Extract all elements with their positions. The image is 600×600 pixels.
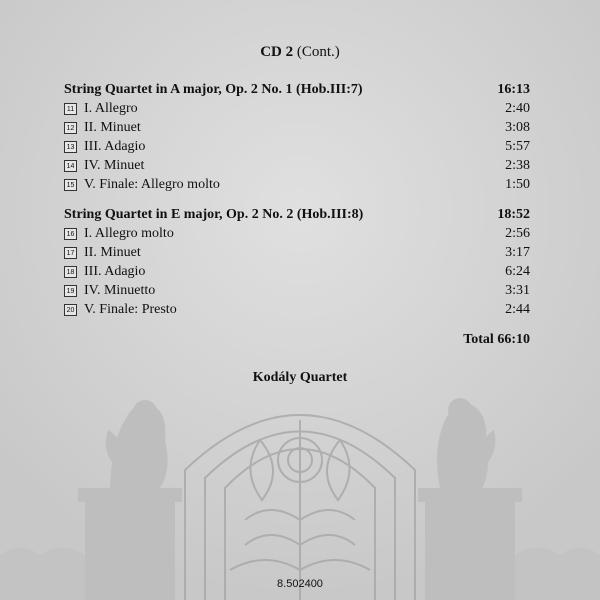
track-duration: 3:17: [505, 245, 530, 260]
track-number-box: 12: [64, 122, 77, 134]
track-number-box: 11: [64, 103, 77, 115]
track-name: IV. Minuetto: [84, 283, 156, 298]
track-duration: 6:24: [505, 264, 530, 279]
track-duration: 3:08: [505, 120, 530, 135]
track-duration: 2:40: [505, 101, 530, 116]
track-duration: 1:50: [505, 177, 530, 192]
track-row: [64, 99, 530, 118]
track-name: II. Minuet: [84, 120, 141, 135]
total-duration: Total 66:10: [463, 332, 530, 347]
track-name: III. Adagio: [84, 139, 146, 154]
track-name: I. Allegro: [84, 101, 138, 116]
ensemble-name: Kodály Quartet: [252, 370, 348, 385]
track-number-box: 17: [64, 247, 77, 259]
work-title: String Quartet in A major, Op. 2 No. 1 (Hob.III:7): [64, 82, 363, 97]
track-duration: 2:56: [505, 226, 530, 241]
track-row: [64, 243, 530, 262]
track-row: [64, 118, 530, 137]
track-row: [64, 175, 530, 194]
track-number-box: 20: [64, 304, 77, 316]
work-title-row: [64, 80, 530, 99]
track-duration: 3:31: [505, 283, 530, 298]
track-row: [64, 262, 530, 281]
track-row: [64, 156, 530, 175]
work-block: [64, 80, 530, 194]
track-row: [64, 137, 530, 156]
track-number-box: 16: [64, 228, 77, 240]
track-number-box: 13: [64, 141, 77, 153]
disc-heading: [0, 44, 600, 61]
track-number-box: 14: [64, 160, 77, 172]
work-title-row: [64, 205, 530, 224]
work-block: [64, 205, 530, 319]
work-duration: 16:13: [497, 82, 530, 97]
work-title: String Quartet in E major, Op. 2 No. 2 (Hob.III:8): [64, 207, 364, 222]
catalog-number: 8.502400: [277, 578, 323, 590]
track-row: [64, 281, 530, 300]
track-duration: 2:38: [505, 158, 530, 173]
continued-label: (Cont.): [296, 44, 340, 60]
track-name: IV. Minuet: [84, 158, 145, 173]
track-row: [64, 224, 530, 243]
track-name: II. Minuet: [84, 245, 141, 260]
track-number-box: 15: [64, 179, 77, 191]
track-duration: 5:57: [505, 139, 530, 154]
work-duration: 18:52: [497, 207, 530, 222]
track-row: [64, 300, 530, 319]
track-name: III. Adagio: [84, 264, 146, 279]
track-number-box: 19: [64, 285, 77, 297]
track-duration: 2:44: [505, 302, 530, 317]
track-number-box: 18: [64, 266, 77, 278]
track-name: V. Finale: Allegro molto: [84, 177, 220, 192]
disc-label: CD 2: [260, 44, 294, 60]
track-name: I. Allegro molto: [84, 226, 174, 241]
track-name: V. Finale: Presto: [84, 302, 177, 317]
